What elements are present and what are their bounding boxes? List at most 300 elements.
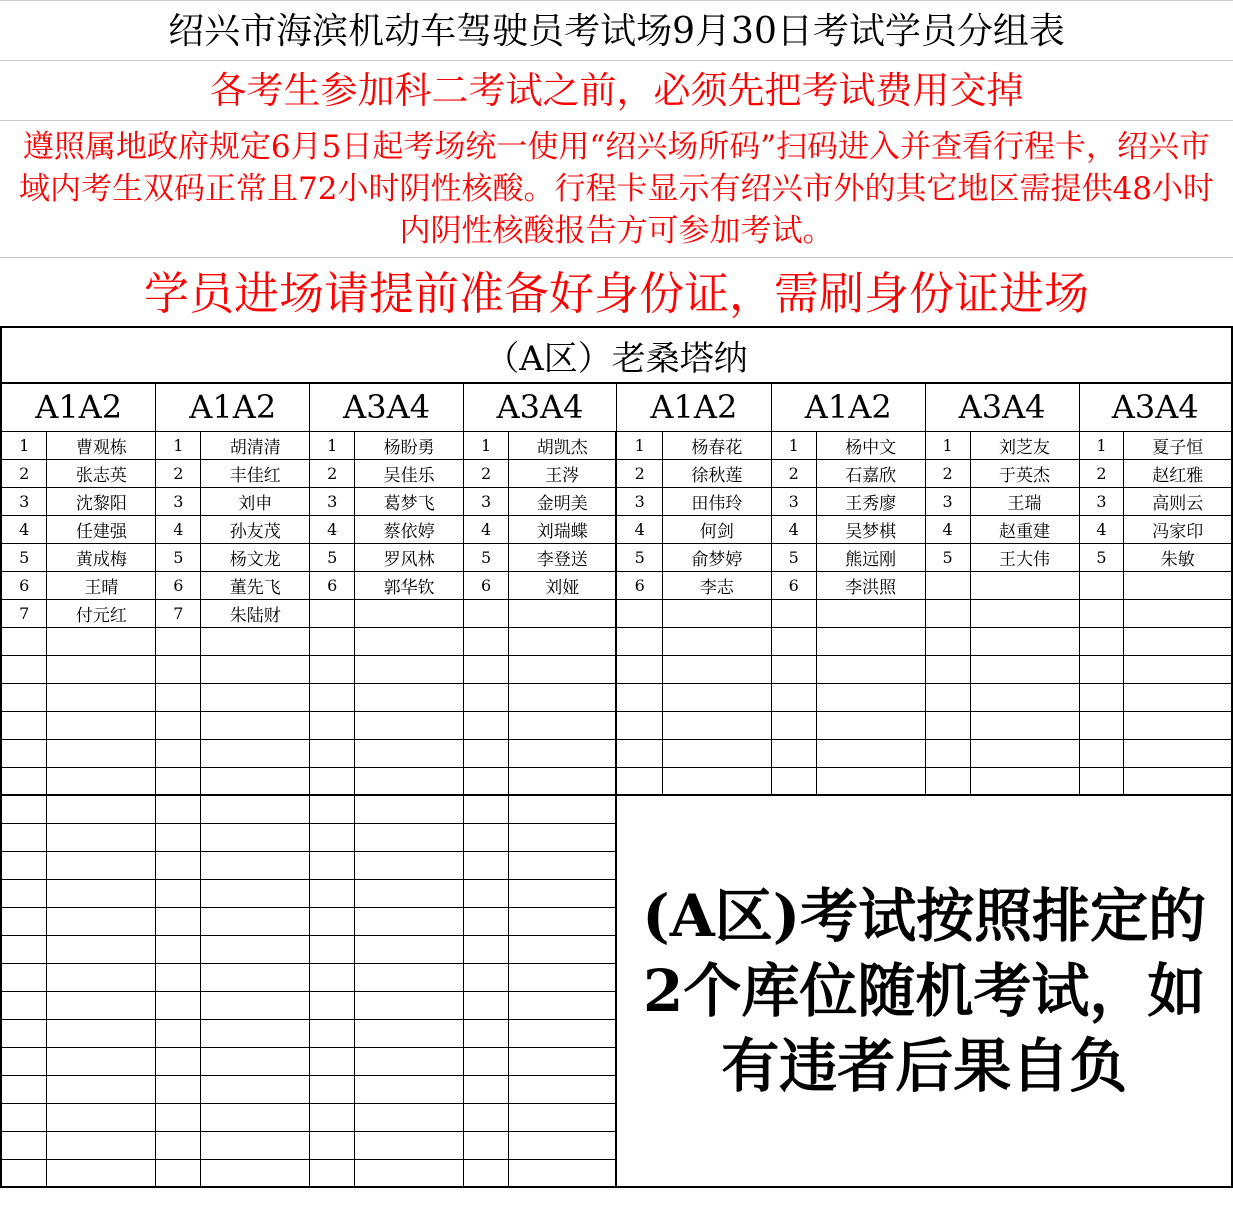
- student-number: [771, 683, 816, 711]
- empty-number-cell: [156, 879, 201, 907]
- student-name: [355, 711, 464, 739]
- empty-name-cell: [355, 795, 464, 823]
- student-number: 1: [310, 431, 355, 459]
- student-number: 6: [1, 571, 47, 599]
- student-name: [662, 767, 771, 795]
- id-card-notice: 学员进场请提前准备好身份证，需刷身份证进场: [143, 267, 1089, 320]
- student-number: 3: [156, 487, 201, 515]
- student-name: [201, 627, 310, 655]
- student-number: 3: [1079, 487, 1124, 515]
- empty-number-cell: [156, 963, 201, 991]
- empty-number-cell: [1, 1159, 47, 1187]
- student-number: 5: [156, 543, 201, 571]
- student-name: [47, 683, 156, 711]
- student-number: [1, 739, 47, 767]
- student-name: 杨春花: [662, 431, 771, 459]
- table-row: [1, 487, 1232, 515]
- empty-name-cell: [355, 823, 464, 851]
- student-name: [509, 599, 617, 627]
- table-row: [1, 459, 1232, 487]
- student-name: [816, 655, 925, 683]
- empty-name-cell: [509, 907, 617, 935]
- student-number: [156, 683, 201, 711]
- student-number: [771, 767, 816, 795]
- student-name: 王瑞: [970, 487, 1079, 515]
- student-name: 刘芝友: [970, 431, 1079, 459]
- student-number: 2: [310, 459, 355, 487]
- student-name: [355, 767, 464, 795]
- table-row: [1, 767, 1232, 795]
- student-name: 付元红: [47, 599, 156, 627]
- empty-name-cell: [355, 851, 464, 879]
- student-number: [616, 739, 662, 767]
- empty-name-cell: [355, 907, 464, 935]
- student-number: [616, 767, 662, 795]
- student-number: 4: [616, 515, 662, 543]
- student-number: [464, 655, 509, 683]
- student-name: [816, 767, 925, 795]
- student-number: 3: [1, 487, 47, 515]
- empty-name-cell: [47, 1159, 156, 1187]
- empty-name-cell: [201, 1159, 310, 1187]
- empty-name-cell: [201, 1075, 310, 1103]
- empty-number-cell: [310, 963, 355, 991]
- student-name: 杨盼勇: [355, 431, 464, 459]
- student-name: 俞梦婷: [662, 543, 771, 571]
- student-name: [47, 627, 156, 655]
- student-name: 刘娅: [509, 571, 617, 599]
- student-number: 7: [156, 599, 201, 627]
- student-number: [464, 767, 509, 795]
- page-title: 绍兴市海滨机动车驾驶员考试场9月30日考试学员分组表: [0, 0, 1233, 61]
- student-name: 曹观栋: [47, 431, 156, 459]
- student-number: [616, 683, 662, 711]
- empty-number-cell: [464, 1047, 509, 1075]
- empty-name-cell: [355, 1131, 464, 1159]
- table-row: [1, 711, 1232, 739]
- empty-number-cell: [156, 935, 201, 963]
- table-row: [1, 431, 1232, 459]
- empty-name-cell: [355, 963, 464, 991]
- student-number: 4: [310, 515, 355, 543]
- student-name: 胡清清: [201, 431, 310, 459]
- empty-name-cell: [201, 935, 310, 963]
- empty-name-cell: [201, 991, 310, 1019]
- empty-number-cell: [464, 1159, 509, 1187]
- empty-name-cell: [47, 1047, 156, 1075]
- empty-number-cell: [310, 879, 355, 907]
- student-name: 吴梦棋: [816, 515, 925, 543]
- student-name: [509, 655, 617, 683]
- student-number: [310, 655, 355, 683]
- empty-name-cell: [509, 1103, 617, 1131]
- student-number: 6: [616, 571, 662, 599]
- empty-name-cell: [201, 907, 310, 935]
- student-name: [355, 599, 464, 627]
- empty-name-cell: [201, 963, 310, 991]
- student-number: 2: [1079, 459, 1124, 487]
- student-name: [970, 683, 1079, 711]
- student-number: 3: [464, 487, 509, 515]
- student-name: [816, 627, 925, 655]
- student-number: [1079, 739, 1124, 767]
- empty-name-cell: [355, 1019, 464, 1047]
- student-number: [616, 627, 662, 655]
- student-name: 丰佳红: [201, 459, 310, 487]
- student-number: [1, 683, 47, 711]
- empty-number-cell: [156, 907, 201, 935]
- empty-number-cell: [1, 991, 47, 1019]
- student-name: 王涔: [509, 459, 617, 487]
- student-number: 5: [771, 543, 816, 571]
- student-name: [47, 767, 156, 795]
- student-name: 杨文龙: [201, 543, 310, 571]
- empty-number-cell: [1, 1075, 47, 1103]
- empty-number-cell: [464, 935, 509, 963]
- student-name: [970, 767, 1079, 795]
- empty-name-cell: [201, 1047, 310, 1075]
- student-name: 朱陆财: [201, 599, 310, 627]
- empty-name-cell: [509, 795, 617, 823]
- empty-name-cell: [355, 1159, 464, 1187]
- student-number: 4: [925, 515, 970, 543]
- student-name: [816, 683, 925, 711]
- empty-name-cell: [47, 1019, 156, 1047]
- empty-number-cell: [156, 1103, 201, 1131]
- student-name: [816, 739, 925, 767]
- empty-name-cell: [509, 823, 617, 851]
- student-number: [310, 739, 355, 767]
- student-number: [771, 599, 816, 627]
- empty-name-cell: [355, 935, 464, 963]
- empty-number-cell: [1, 1103, 47, 1131]
- empty-number-cell: [464, 1019, 509, 1047]
- student-number: 3: [616, 487, 662, 515]
- empty-number-cell: [310, 1047, 355, 1075]
- student-name: [509, 627, 617, 655]
- student-name: 王晴: [47, 571, 156, 599]
- empty-number-cell: [464, 991, 509, 1019]
- student-number: [156, 627, 201, 655]
- student-name: [47, 655, 156, 683]
- student-number: 2: [616, 459, 662, 487]
- empty-number-cell: [310, 907, 355, 935]
- student-name: 蔡依婷: [355, 515, 464, 543]
- student-number: 3: [310, 487, 355, 515]
- student-name: 朱敏: [1124, 543, 1232, 571]
- student-number: [925, 739, 970, 767]
- student-name: [201, 655, 310, 683]
- empty-number-cell: [310, 823, 355, 851]
- empty-name-cell: [201, 1019, 310, 1047]
- student-number: [1079, 655, 1124, 683]
- student-number: 2: [156, 459, 201, 487]
- student-name: [1124, 711, 1232, 739]
- empty-number-cell: [1, 963, 47, 991]
- table-row: [1, 683, 1232, 711]
- empty-number-cell: [1, 823, 47, 851]
- student-name: 胡凯杰: [509, 431, 617, 459]
- empty-number-cell: [464, 879, 509, 907]
- group-header: A3A4: [925, 383, 1079, 431]
- student-number: 4: [156, 515, 201, 543]
- empty-number-cell: [310, 991, 355, 1019]
- student-name: 田伟玲: [662, 487, 771, 515]
- student-name: [1124, 599, 1232, 627]
- empty-number-cell: [310, 1075, 355, 1103]
- empty-number-cell: [310, 851, 355, 879]
- empty-name-cell: [47, 851, 156, 879]
- student-name: 沈黎阳: [47, 487, 156, 515]
- student-name: [1124, 655, 1232, 683]
- group-header-row: [1, 383, 1232, 431]
- student-number: [156, 767, 201, 795]
- empty-number-cell: [464, 1131, 509, 1159]
- student-name: 杨中文: [816, 431, 925, 459]
- student-number: 1: [464, 431, 509, 459]
- empty-number-cell: [1, 1131, 47, 1159]
- student-number: 6: [156, 571, 201, 599]
- empty-name-cell: [201, 1131, 310, 1159]
- fee-notice: 各考生参加科二考试之前，必须先把考试费用交掉: [0, 61, 1233, 121]
- empty-number-cell: [310, 795, 355, 823]
- empty-number-cell: [1, 879, 47, 907]
- student-name: [662, 627, 771, 655]
- group-header: A1A2: [156, 383, 310, 431]
- health-code-notice: 遵照属地政府规定6月5日起考场统一使用“绍兴场所码”扫码进入并查看行程卡，绍兴市域内考生双码正常且72小时阴性核酸。行程卡显示有绍兴市外的其它地区需提供48小时内阴性核酸报告方可参加考试。: [0, 121, 1233, 258]
- student-number: 5: [616, 543, 662, 571]
- student-name: [1124, 767, 1232, 795]
- empty-name-cell: [47, 823, 156, 851]
- student-name: [970, 739, 1079, 767]
- student-number: [310, 767, 355, 795]
- student-number: 1: [1, 431, 47, 459]
- group-header: A1A2: [771, 383, 925, 431]
- student-name: 葛梦飞: [355, 487, 464, 515]
- student-number: 1: [925, 431, 970, 459]
- student-number: [310, 599, 355, 627]
- student-name: 冯家印: [1124, 515, 1232, 543]
- student-name: 王秀廖: [816, 487, 925, 515]
- student-name: 孙友茂: [201, 515, 310, 543]
- student-name: [1124, 739, 1232, 767]
- empty-name-cell: [47, 907, 156, 935]
- student-number: 4: [1, 515, 47, 543]
- student-name: [662, 599, 771, 627]
- empty-name-cell: [201, 1103, 310, 1131]
- empty-name-cell: [509, 851, 617, 879]
- empty-number-cell: [156, 1131, 201, 1159]
- student-number: 3: [771, 487, 816, 515]
- student-number: [925, 655, 970, 683]
- student-name: 徐秋莲: [662, 459, 771, 487]
- table-row: [1, 655, 1232, 683]
- student-name: [47, 711, 156, 739]
- empty-name-cell: [201, 823, 310, 851]
- student-number: [925, 767, 970, 795]
- table-row: [1, 739, 1232, 767]
- empty-number-cell: [310, 1159, 355, 1187]
- student-number: 2: [1, 459, 47, 487]
- student-number: [1079, 627, 1124, 655]
- student-name: [662, 655, 771, 683]
- student-number: [1079, 599, 1124, 627]
- empty-number-cell: [1, 795, 47, 823]
- empty-number-cell: [156, 1159, 201, 1187]
- student-number: [156, 711, 201, 739]
- empty-name-cell: [47, 795, 156, 823]
- student-number: [310, 683, 355, 711]
- empty-name-cell: [47, 991, 156, 1019]
- empty-number-cell: [464, 823, 509, 851]
- student-number: 2: [925, 459, 970, 487]
- student-number: [310, 627, 355, 655]
- student-name: [970, 571, 1079, 599]
- student-name: [47, 739, 156, 767]
- empty-name-cell: [201, 851, 310, 879]
- empty-name-cell: [355, 1103, 464, 1131]
- student-group-table: [0, 326, 1233, 1188]
- student-number: 5: [1, 543, 47, 571]
- student-name: 高则云: [1124, 487, 1232, 515]
- student-number: [156, 655, 201, 683]
- empty-number-cell: [1, 851, 47, 879]
- student-number: [771, 711, 816, 739]
- empty-name-cell: [509, 1131, 617, 1159]
- empty-number-cell: [156, 991, 201, 1019]
- student-number: [771, 739, 816, 767]
- empty-name-cell: [47, 1131, 156, 1159]
- student-number: 4: [771, 515, 816, 543]
- exam-rule-note: (A区)考试按照排定的2个库位随机考试，如有违者后果自负: [616, 795, 1232, 1187]
- empty-number-cell: [464, 795, 509, 823]
- student-name: [662, 683, 771, 711]
- empty-name-cell: [47, 1103, 156, 1131]
- student-name: [355, 627, 464, 655]
- empty-name-cell: [47, 1075, 156, 1103]
- student-number: [1, 767, 47, 795]
- student-name: [201, 683, 310, 711]
- student-name: [355, 655, 464, 683]
- student-name: [1124, 683, 1232, 711]
- student-number: 4: [464, 515, 509, 543]
- student-name: [509, 739, 617, 767]
- student-name: 李志: [662, 571, 771, 599]
- student-number: 7: [1, 599, 47, 627]
- student-name: [201, 711, 310, 739]
- table-row: [1, 627, 1232, 655]
- zone-title: （A区）老桑塔纳: [1, 327, 1232, 383]
- student-number: 2: [771, 459, 816, 487]
- empty-name-cell: [509, 1019, 617, 1047]
- student-number: [464, 711, 509, 739]
- student-number: 5: [310, 543, 355, 571]
- student-number: [925, 599, 970, 627]
- student-name: [1124, 571, 1232, 599]
- student-name: 董先飞: [201, 571, 310, 599]
- student-number: 2: [464, 459, 509, 487]
- table-row: [1, 543, 1232, 571]
- empty-name-cell: [355, 879, 464, 907]
- student-number: [616, 711, 662, 739]
- empty-number-cell: [464, 963, 509, 991]
- student-name: 李登送: [509, 543, 617, 571]
- empty-name-cell: [355, 1075, 464, 1103]
- student-name: 赵重建: [970, 515, 1079, 543]
- group-header: A1A2: [616, 383, 771, 431]
- student-number: [156, 739, 201, 767]
- empty-number-cell: [310, 935, 355, 963]
- student-number: 5: [464, 543, 509, 571]
- empty-name-cell: [509, 1047, 617, 1075]
- empty-name-cell: [509, 991, 617, 1019]
- empty-number-cell: [156, 851, 201, 879]
- empty-number-cell: [464, 1103, 509, 1131]
- student-name: 李洪照: [816, 571, 925, 599]
- empty-name-cell: [47, 963, 156, 991]
- empty-name-cell: [509, 935, 617, 963]
- student-name: [355, 683, 464, 711]
- student-number: [925, 571, 970, 599]
- student-name: [201, 739, 310, 767]
- empty-number-cell: [464, 907, 509, 935]
- empty-name-cell: [47, 935, 156, 963]
- student-number: [310, 711, 355, 739]
- student-name: 吴佳乐: [355, 459, 464, 487]
- empty-number-cell: [156, 1019, 201, 1047]
- student-number: 6: [310, 571, 355, 599]
- empty-name-cell: [509, 1075, 617, 1103]
- student-number: [771, 627, 816, 655]
- student-number: 6: [464, 571, 509, 599]
- student-number: 4: [1079, 515, 1124, 543]
- student-number: [1079, 711, 1124, 739]
- student-number: [771, 655, 816, 683]
- student-number: 3: [925, 487, 970, 515]
- empty-name-cell: [47, 879, 156, 907]
- empty-name-cell: [201, 795, 310, 823]
- student-number: [1079, 767, 1124, 795]
- student-name: 赵红雅: [1124, 459, 1232, 487]
- student-number: [925, 711, 970, 739]
- student-name: 于英杰: [970, 459, 1079, 487]
- student-name: [509, 711, 617, 739]
- student-name: 何剑: [662, 515, 771, 543]
- student-number: [616, 655, 662, 683]
- empty-name-cell: [509, 1159, 617, 1187]
- empty-number-cell: [310, 1103, 355, 1131]
- student-name: 夏子恒: [1124, 431, 1232, 459]
- student-name: 任建强: [47, 515, 156, 543]
- group-header: A3A4: [1079, 383, 1232, 431]
- empty-number-cell: [156, 1075, 201, 1103]
- table-row: [1, 599, 1232, 627]
- empty-number-cell: [1, 1047, 47, 1075]
- student-name: 熊远刚: [816, 543, 925, 571]
- empty-name-cell: [201, 879, 310, 907]
- empty-name-cell: [509, 879, 617, 907]
- student-number: 1: [616, 431, 662, 459]
- student-name: 金明美: [509, 487, 617, 515]
- student-name: 张志英: [47, 459, 156, 487]
- empty-number-cell: [1, 935, 47, 963]
- student-name: [970, 627, 1079, 655]
- student-number: [1, 655, 47, 683]
- student-number: 1: [156, 431, 201, 459]
- empty-name-cell: [355, 991, 464, 1019]
- student-number: [1, 627, 47, 655]
- student-name: [662, 739, 771, 767]
